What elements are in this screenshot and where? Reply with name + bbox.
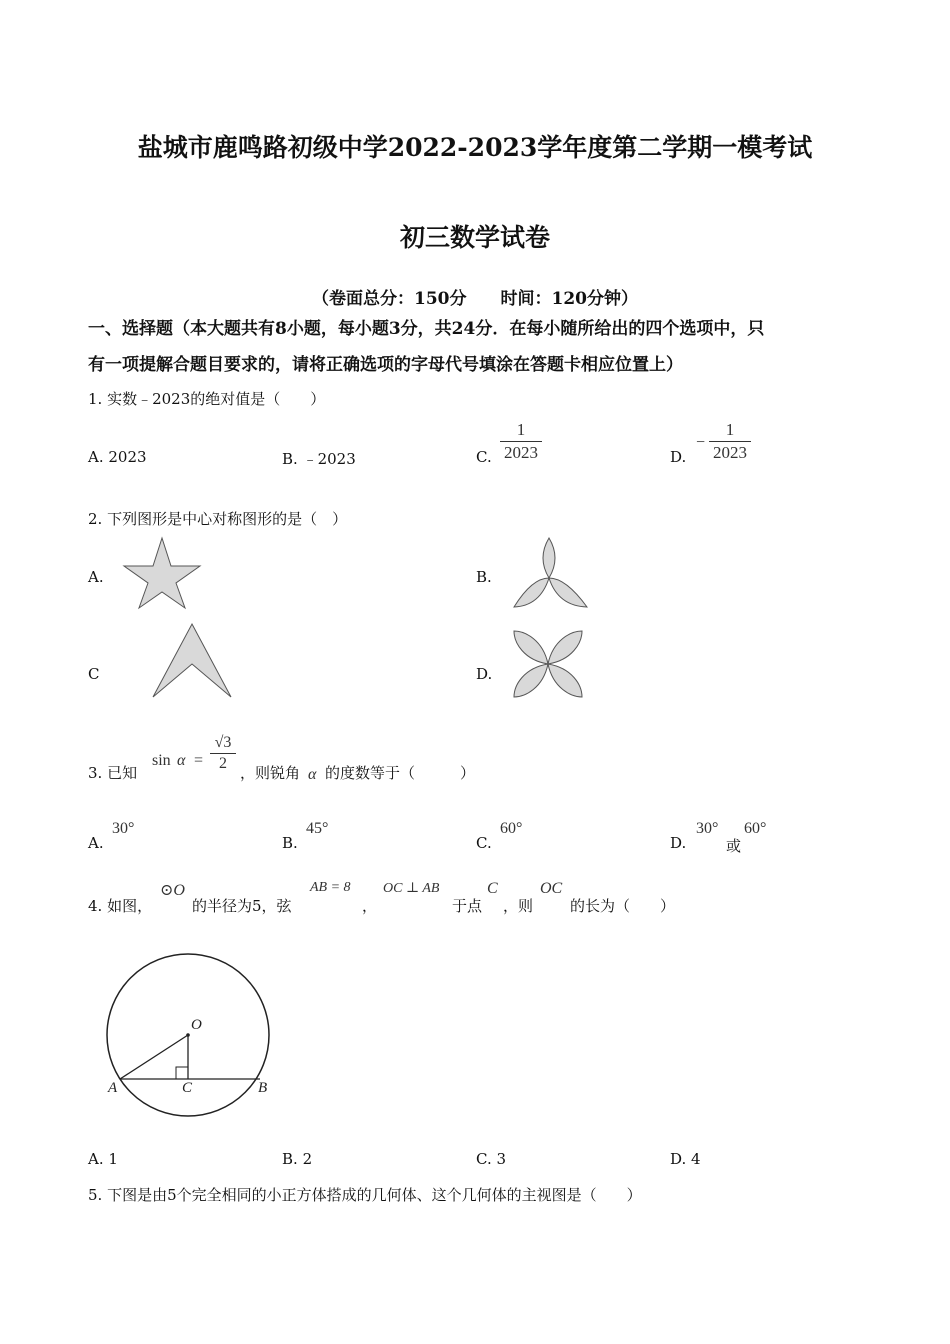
q3-a-text: 30° bbox=[112, 820, 135, 837]
q4-b-label: B. bbox=[282, 1150, 298, 1168]
q4-a-label: A. bbox=[88, 1150, 104, 1168]
q3-d-label: D. bbox=[670, 834, 687, 852]
q1-d-numerator: 1 bbox=[725, 420, 735, 439]
q2-stem: 2. 下列图形是中心对称图形的是（ ） bbox=[88, 510, 348, 528]
section-instructions-line2: 有一项提解合题目要求的，请将正确选项的字母代号填涂在答题卡相应位置上） bbox=[88, 355, 683, 375]
q4-yu-dian: 于点 bbox=[452, 897, 483, 915]
segment-oa bbox=[120, 1035, 188, 1079]
q3-denominator: 2 bbox=[219, 755, 227, 772]
q3-d-text1: 30° bbox=[696, 820, 719, 837]
fig-label-b: B bbox=[258, 1080, 268, 1096]
right-angle-mark bbox=[176, 1067, 188, 1079]
exam-info: （卷面总分：150分 时间：120分钟） bbox=[312, 289, 638, 309]
q4-c-label: C. bbox=[476, 1150, 492, 1168]
q4-a-text: 1 bbox=[108, 1150, 118, 1168]
q4-option-b bbox=[282, 1150, 312, 1168]
q4-oc: OC bbox=[540, 880, 563, 897]
exam-subtitle: 初三数学试卷 bbox=[399, 223, 550, 252]
q3-d-text2: 60° bbox=[744, 820, 767, 837]
q1-b-text: ﹣2023 bbox=[302, 450, 356, 468]
q1-d-sign: − bbox=[696, 434, 706, 451]
q4-d-text: 4 bbox=[691, 1150, 701, 1168]
q4-option-a bbox=[88, 1150, 118, 1168]
q1-a-label: A. bbox=[88, 448, 104, 466]
q3-d-or: 或 bbox=[726, 837, 742, 855]
q4-point-c: C bbox=[487, 880, 498, 897]
q4-option-c bbox=[476, 1150, 506, 1168]
q3-c-text: 60° bbox=[500, 820, 523, 837]
q3-c-label: C. bbox=[476, 834, 492, 852]
q3-a-label: A. bbox=[88, 834, 104, 852]
q4-ab-eq: AB = 8 bbox=[310, 880, 351, 895]
q4-d-label: D. bbox=[670, 1150, 687, 1168]
q4-comma: ， bbox=[362, 897, 378, 915]
q3-b-label: B. bbox=[282, 834, 298, 852]
fig-label-a: A bbox=[108, 1080, 118, 1096]
q3-b-text: 45° bbox=[306, 820, 329, 837]
q4-stem-radius: 的半径为5，弦 bbox=[192, 897, 292, 915]
exam-title: 盐城市鹿鸣路初级中学2022-2023学年度第二学期一模考试 bbox=[137, 133, 813, 162]
q3-sin: sin bbox=[152, 752, 171, 769]
q3-equals: = bbox=[194, 752, 204, 769]
q4-option-d bbox=[670, 1150, 701, 1168]
q4-circle-o: ⊙O bbox=[160, 882, 185, 899]
q1-c-numerator: 1 bbox=[516, 420, 526, 439]
q1-stem: 1. 实数﹣2023的绝对值是（ ） bbox=[88, 390, 326, 408]
center-dot bbox=[186, 1033, 190, 1037]
q3-stem-prefix: 3. 已知 bbox=[88, 764, 138, 782]
q1-c-label: C. bbox=[476, 448, 492, 466]
q2-a-label: A. bbox=[88, 568, 104, 586]
section-instructions-line1: 一、选择题（本大题共有8小题，每小题3分，共24分．在每小随所给出的四个选项中，只 bbox=[88, 319, 765, 339]
q4-ze: ，则 bbox=[503, 897, 534, 915]
q2-b-label: B. bbox=[476, 568, 492, 586]
q1-b-label: B. bbox=[282, 450, 298, 468]
q1-c-denominator: 2023 bbox=[504, 443, 538, 462]
q4-c-text: 3 bbox=[496, 1150, 507, 1168]
q3-stem-post: 的度数等于（ ） bbox=[325, 764, 476, 782]
q2-c-label: C bbox=[88, 665, 100, 683]
q5-stem: 5. 下图是由5个完全相同的小正方体搭成的几何体、这个几何体的主视图是（ ） bbox=[88, 1186, 642, 1204]
q1-d-denominator: 2023 bbox=[713, 443, 747, 462]
fig-label-o: O bbox=[191, 1017, 202, 1033]
q2-d-label: D. bbox=[476, 665, 493, 683]
q4-stem-prefix: 4. 如图， bbox=[88, 897, 153, 915]
q3-numerator: √3 bbox=[214, 734, 232, 751]
q3-alpha-2: α bbox=[308, 766, 317, 783]
fig-label-c: C bbox=[182, 1080, 193, 1096]
q3-alpha: α bbox=[177, 752, 186, 769]
q1-d-label: D. bbox=[670, 448, 687, 466]
q4-b-text: 2 bbox=[302, 1150, 313, 1168]
q4-oc-perp-ab: OC ⊥ AB bbox=[383, 881, 440, 896]
q4-stem-post: 的长为（ ） bbox=[570, 897, 676, 915]
q1-a-text: 2023 bbox=[108, 448, 147, 466]
q3-stem-mid: ，则锐角 bbox=[240, 764, 301, 782]
